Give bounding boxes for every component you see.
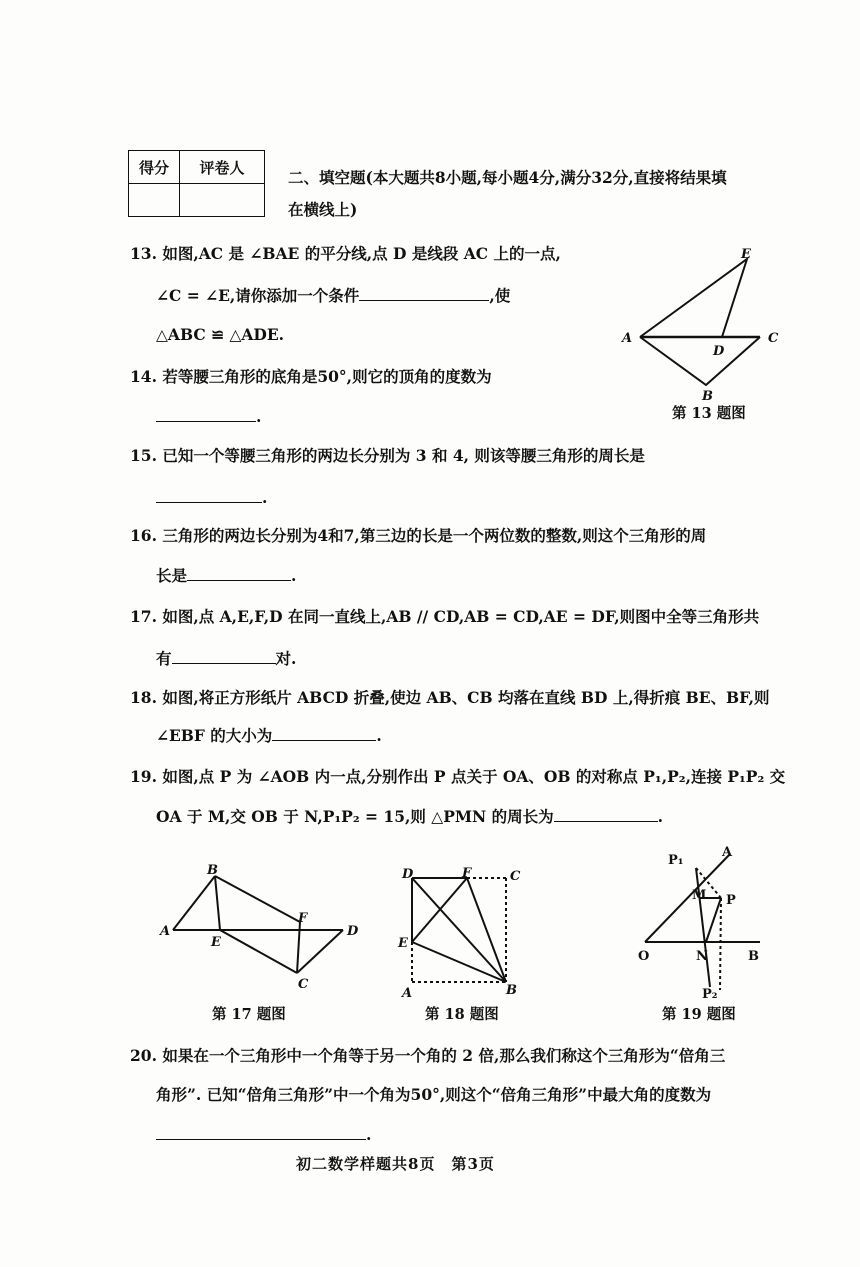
- fig17-line-BF: [215, 876, 300, 922]
- fig17-line-CD: [297, 930, 343, 973]
- fig13-line-ABC: [640, 337, 760, 385]
- fig19-label-P: P: [726, 893, 736, 908]
- q20-period: .: [366, 1125, 372, 1144]
- q19-text: OA 于 M,交 OB 于 N,P₁P₂ = 15,则 △PMN 的周长为: [156, 807, 554, 826]
- fig18-label-C: C: [510, 869, 521, 884]
- fig13-label-B: B: [702, 389, 713, 404]
- grader-label: 评卷人: [180, 151, 265, 184]
- q16-text: 长是: [156, 566, 188, 585]
- fig17-label-A: A: [160, 924, 171, 939]
- q20-answer-blank[interactable]: [156, 1125, 366, 1140]
- q20-line2: 角形”. 已知“倍角三角形”中一个角为50°,则这个“倍角三角形”中最大角的度数为: [156, 1085, 712, 1104]
- q17-text-end: 对.: [275, 649, 297, 668]
- fig17-label-C: C: [298, 977, 309, 992]
- q18-period: .: [376, 726, 382, 745]
- caption-fig19: 第 19 题图: [662, 1006, 736, 1023]
- q13-answer-blank[interactable]: [359, 286, 489, 301]
- fig19-line-PP2: [720, 898, 721, 990]
- caption-fig13: 第 13 题图: [672, 405, 746, 422]
- q15-line1: 15. 已知一个等腰三角形的两边长分别为 3 和 4, 则该等腰三角形的周长是: [130, 446, 645, 465]
- fig17-label-F: F: [298, 911, 308, 926]
- fig19-line-NP: [706, 898, 721, 942]
- grader-cell: [180, 184, 265, 217]
- score-label: 得分: [129, 151, 180, 184]
- fig17-line-EC: [220, 930, 297, 973]
- figure-17: [155, 860, 365, 1000]
- fig17-line-BE: [215, 876, 220, 930]
- q19-period: .: [657, 807, 663, 826]
- fig13-label-C: C: [768, 331, 779, 346]
- q15-line2: [156, 487, 267, 509]
- q15-answer-blank[interactable]: [156, 488, 262, 503]
- caption-fig17: 第 17 题图: [212, 1006, 286, 1023]
- fig18-label-F: F: [462, 866, 472, 881]
- fig18-line-DB: [412, 878, 506, 982]
- score-cell: [129, 184, 180, 217]
- fig19-label-P1: P₁: [668, 853, 684, 868]
- q16-line2: [156, 565, 296, 587]
- q13-line3: △ABC ≌ △ADE.: [156, 325, 285, 344]
- q16-period: .: [291, 566, 297, 585]
- fig17-label-D: D: [347, 924, 359, 939]
- fig18-line-EB: [412, 942, 506, 982]
- q18-line2: [156, 725, 382, 747]
- q20-line3: [156, 1124, 371, 1146]
- q14-answer-blank[interactable]: [156, 407, 256, 422]
- fig19-line-P1P2: [696, 868, 710, 987]
- fig19-label-N: N: [696, 949, 708, 964]
- fig17-line-AB: [173, 876, 215, 930]
- q19-line2: [156, 806, 663, 828]
- fig18-line-FB: [467, 878, 506, 982]
- q17-line1: 17. 如图,点 A,E,F,D 在同一直线上,AB // CD,AB = CD,AE = DF,则图中全等三角形共: [130, 607, 760, 626]
- section-heading: 二、填空题(本大题共8小题,每小题4分,满分32分,直接将结果填: [288, 168, 727, 187]
- score-box: [128, 150, 265, 217]
- fig19-label-P2: P₂: [702, 987, 718, 1002]
- q18-answer-blank[interactable]: [272, 726, 376, 741]
- fig13-label-A: A: [622, 331, 633, 346]
- fig13-label-D: D: [713, 344, 725, 359]
- q14-line2: [156, 406, 261, 428]
- fig17-label-E: E: [211, 935, 221, 950]
- fig13-line-AE: [640, 259, 747, 337]
- q16-answer-blank[interactable]: [187, 566, 291, 581]
- q13-text-end: ,使: [489, 286, 511, 305]
- figure-19: [630, 842, 780, 1002]
- q20-line1: 20. 如果在一个三角形中一个角等于另一个角的 2 倍,那么我们称这个三角形为“倍角三: [130, 1046, 726, 1065]
- q17-answer-blank[interactable]: [172, 649, 276, 664]
- q19-line1: 19. 如图,点 P 为 ∠AOB 内一点,分别作出 P 点关于 OA、OB 的对称点 P₁,P₂,连接 P₁P₂ 交: [130, 767, 786, 786]
- caption-fig18: 第 18 题图: [425, 1006, 499, 1023]
- q19-answer-blank[interactable]: [554, 807, 658, 822]
- fig19-label-A: A: [722, 845, 733, 860]
- fig18-label-D: D: [402, 867, 414, 882]
- fig19-label-B: B: [748, 949, 759, 964]
- q13-line1: 13. 如图,AC 是 ∠BAE 的平分线,点 D 是线段 AC 上的一点,: [130, 244, 561, 263]
- q14-period: .: [256, 407, 262, 426]
- fig18-label-E: E: [398, 936, 408, 951]
- q15-period: .: [262, 488, 268, 507]
- figure-13: [610, 245, 790, 405]
- q18-line1: 18. 如图,将正方形纸片 ABCD 折叠,使边 AB、CB 均落在直线 BD 上,得折痕 BE、BF,则: [130, 688, 770, 707]
- figure-18: [392, 862, 532, 1002]
- fig13-label-E: E: [741, 247, 751, 262]
- q13-text: ∠C = ∠E,请你添加一个条件: [156, 286, 360, 305]
- q18-text: ∠EBF 的大小为: [156, 726, 273, 745]
- q16-line1: 16. 三角形的两边长分别为4和7,第三边的长是一个两位数的整数,则这个三角形的周: [130, 526, 707, 545]
- fig19-label-O: O: [638, 949, 650, 964]
- q14-line1: 14. 若等腰三角形的底角是50°,则它的顶角的度数为: [130, 367, 492, 386]
- section-heading-cont: 在横线上): [288, 200, 358, 219]
- q13-line2: [156, 285, 510, 307]
- q17-line2: [156, 648, 296, 670]
- fig17-label-B: B: [207, 863, 218, 878]
- fig18-label-B: B: [506, 983, 517, 998]
- fig19-label-M: M: [692, 888, 707, 903]
- page-footer: 初二数学样题共8页 第3页: [296, 1155, 495, 1173]
- fig18-label-A: A: [402, 986, 413, 1001]
- q17-text: 有: [156, 649, 172, 668]
